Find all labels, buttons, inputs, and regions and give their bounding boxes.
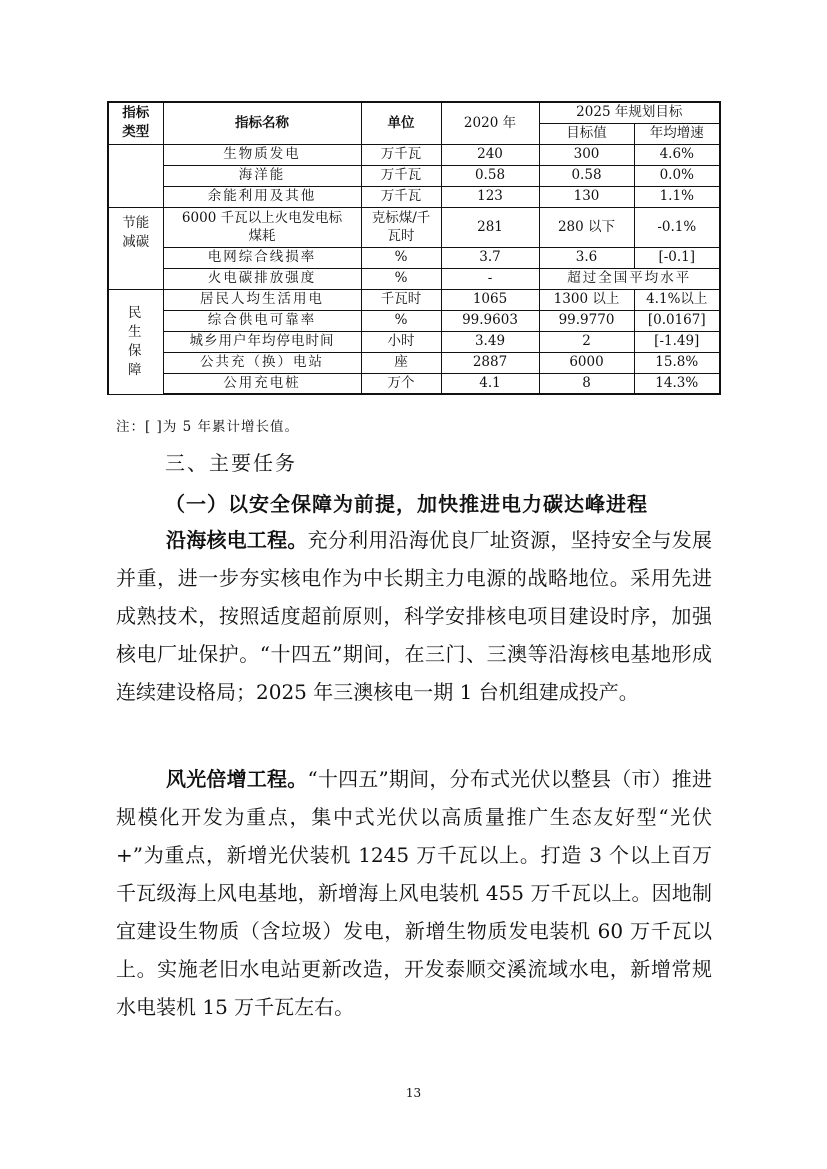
row-unit: 小时 bbox=[361, 331, 441, 352]
row-name: 公用充电桩 bbox=[163, 373, 361, 394]
category-energy-saving: 节能减碳 bbox=[108, 207, 163, 289]
table-row bbox=[108, 373, 720, 394]
row-growth: 4.1%以上 bbox=[634, 289, 720, 310]
row-unit: % bbox=[361, 268, 441, 289]
table-row bbox=[108, 207, 720, 247]
paragraph-lead: 风光倍增工程。 bbox=[166, 767, 308, 791]
row-name: 公共充（换）电站 bbox=[163, 352, 361, 373]
row-2020: 1065 bbox=[441, 289, 539, 310]
row-target: 0.58 bbox=[539, 165, 634, 186]
paragraph-lead: 沿海核电工程。 bbox=[166, 528, 308, 552]
row-2020: 4.1 bbox=[441, 373, 539, 394]
row-target: 130 bbox=[539, 186, 634, 207]
page-number: 13 bbox=[405, 1086, 422, 1100]
row-unit: 万千瓦 bbox=[361, 144, 441, 165]
section-heading: 三、主要任务 bbox=[165, 451, 297, 475]
row-name: 海洋能 bbox=[163, 165, 361, 186]
row-target: 3.6 bbox=[539, 247, 634, 268]
row-growth: 15.8% bbox=[634, 352, 720, 373]
row-2020: 3.7 bbox=[441, 247, 539, 268]
row-growth: 0.0% bbox=[634, 165, 720, 186]
row-unit: % bbox=[361, 310, 441, 331]
subsection-heading: （一）以安全保障为前提，加快推进电力碳达峰进程 bbox=[165, 492, 648, 516]
header-growth: 年均增速 bbox=[634, 123, 720, 144]
table-row bbox=[108, 144, 720, 165]
header-category: 指标类型 bbox=[108, 102, 163, 144]
table-row bbox=[108, 310, 720, 331]
table-row bbox=[108, 165, 720, 186]
row-growth: -0.1% bbox=[634, 207, 720, 247]
paragraph-nuclear bbox=[116, 521, 712, 711]
header-name: 指标名称 bbox=[163, 102, 361, 144]
row-unit: 万千瓦 bbox=[361, 165, 441, 186]
row-2020: 123 bbox=[441, 186, 539, 207]
row-growth: 14.3% bbox=[634, 373, 720, 394]
table-row bbox=[108, 247, 720, 268]
row-target: 2 bbox=[539, 331, 634, 352]
header-target-group: 2025 年规划目标 bbox=[539, 102, 720, 123]
row-target-merged: 超过全国平均水平 bbox=[539, 268, 720, 289]
indicator-table bbox=[107, 101, 721, 395]
paragraph-text: “十四五”期间，分布式光伏以整县（市）推进规模化开发为重点，集中式光伏以高质量推广生态友好型“光伏+”为重点，新增光伏装机 1245 万千瓦以上。打造 3 个以上百万千瓦级海上风电基地，新增海上风电装机 455 万千瓦以上。因地制宜建设生物质（含垃圾）发电，新增生物质发电装机 60 万千瓦以上。实施老旧水电站更新改造，开发泰顺交溪流域水电，新增常规水电装机 15 万千瓦左右。 bbox=[116, 767, 713, 1019]
row-growth: [0.0167] bbox=[634, 310, 720, 331]
row-2020: 3.49 bbox=[441, 331, 539, 352]
row-name: 电网综合线损率 bbox=[163, 247, 361, 268]
row-unit: 千瓦时 bbox=[361, 289, 441, 310]
table-row bbox=[108, 289, 720, 310]
row-name: 综合供电可靠率 bbox=[163, 310, 361, 331]
row-name: 生物质发电 bbox=[163, 144, 361, 165]
table-row bbox=[108, 352, 720, 373]
row-growth: [-1.49] bbox=[634, 331, 720, 352]
category-cell-empty bbox=[108, 144, 163, 207]
row-target: 1300 以上 bbox=[539, 289, 634, 310]
row-2020: 281 bbox=[441, 207, 539, 247]
row-name: 余能利用及其他 bbox=[163, 186, 361, 207]
row-growth: 1.1% bbox=[634, 186, 720, 207]
table-row bbox=[108, 268, 720, 289]
header-2020: 2020 年 bbox=[441, 102, 539, 144]
category-livelihood: 民生保障 bbox=[108, 289, 163, 394]
row-growth: 4.6% bbox=[634, 144, 720, 165]
row-unit: % bbox=[361, 247, 441, 268]
header-target-value: 目标值 bbox=[539, 123, 634, 144]
row-name: 火电碳排放强度 bbox=[163, 268, 361, 289]
row-target: 280 以下 bbox=[539, 207, 634, 247]
paragraph-text: 充分利用沿海优良厂址资源，坚持安全与发展并重，进一步夯实核电作为中长期主力电源的战略地位。采用先进成熟技术，按照适度超前原则，科学安排核电项目建设时序，加强核电厂址保护。“十四五”期间，在三门、三澳等沿海核电基地形成连续建设格局；2025 年三澳核电一期 1 台机组建成投产。 bbox=[116, 528, 713, 704]
row-name: 6000 千瓦以上火电发电标煤耗 bbox=[163, 207, 361, 247]
row-unit: 万个 bbox=[361, 373, 441, 394]
table-row bbox=[108, 186, 720, 207]
row-unit: 座 bbox=[361, 352, 441, 373]
row-target: 99.9770 bbox=[539, 310, 634, 331]
row-2020: - bbox=[441, 268, 539, 289]
table-note: 注：[ ]为 5 年累计增长值。 bbox=[116, 419, 299, 435]
row-growth: [-0.1] bbox=[634, 247, 720, 268]
paragraph-wind-solar bbox=[116, 760, 712, 1026]
row-target: 8 bbox=[539, 373, 634, 394]
row-2020: 0.58 bbox=[441, 165, 539, 186]
header-unit: 单位 bbox=[361, 102, 441, 144]
row-unit: 克标煤/千瓦时 bbox=[361, 207, 441, 247]
row-name: 居民人均生活用电 bbox=[163, 289, 361, 310]
row-2020: 99.9603 bbox=[441, 310, 539, 331]
row-2020: 240 bbox=[441, 144, 539, 165]
row-name: 城乡用户年均停电时间 bbox=[163, 331, 361, 352]
row-target: 300 bbox=[539, 144, 634, 165]
row-2020: 2887 bbox=[441, 352, 539, 373]
row-target: 6000 bbox=[539, 352, 634, 373]
row-unit: 万千瓦 bbox=[361, 186, 441, 207]
table-row bbox=[108, 331, 720, 352]
